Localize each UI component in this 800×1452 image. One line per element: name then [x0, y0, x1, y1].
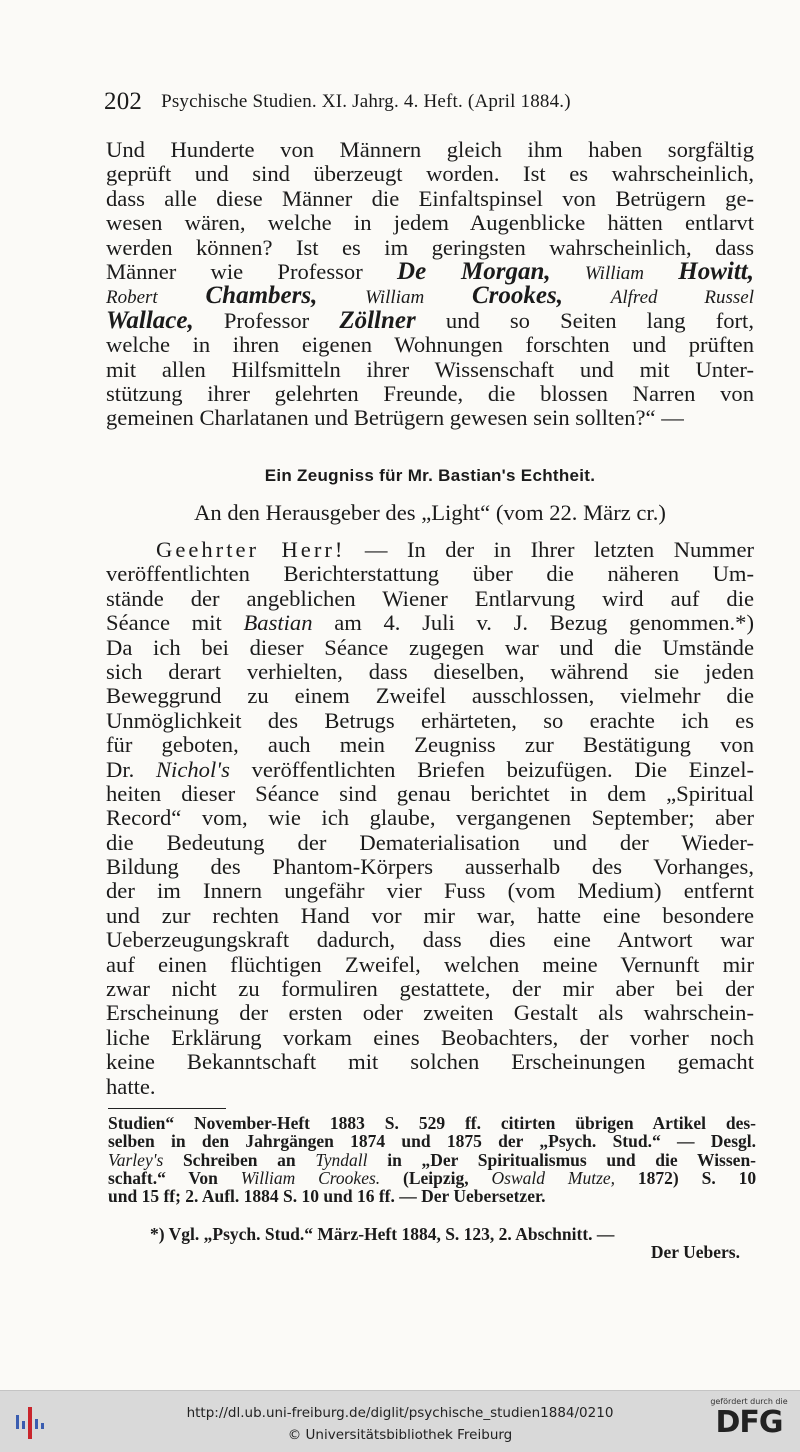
text-line: stände der angeblichen Wiener Entlarvung wird auf die	[106, 585, 754, 611]
text-line: Und Hunderte von Männern gleich ihm haben sorgfältig	[106, 137, 754, 162]
text-fragment: Séance mit	[106, 610, 222, 636]
text-fragment: 1872) S. 10	[637, 1167, 757, 1188]
text-line	[106, 284, 754, 308]
permalink-url[interactable]: http://dl.ub.uni-freiburg.de/diglit/psychische_studien1884/0210	[186, 1405, 614, 1421]
running-header	[104, 86, 754, 120]
person-name: Varley's	[108, 1149, 164, 1170]
text-fragment: Dr.	[106, 756, 135, 782]
sponsor-caption: gefördert durch die	[710, 1397, 788, 1406]
library-logo-icon[interactable]	[14, 1405, 50, 1441]
text-line: zwar nicht zu formuliren gestattete, der mir aber bei der	[106, 976, 754, 1002]
person-name: Zöllner	[339, 306, 416, 334]
footnote-star	[150, 1225, 740, 1262]
text-line: liche Erklärung vorkam eines Beobachters, der vorher noch	[106, 1024, 754, 1050]
text-fragment: in „Der Spiritualismus und die Wissen-	[387, 1149, 757, 1170]
text-line	[106, 758, 754, 782]
footnote-line	[108, 1151, 756, 1169]
person-name: Tyndall	[315, 1149, 368, 1170]
text-line: hatte.	[106, 1073, 156, 1099]
footnote-continuation	[108, 1114, 756, 1205]
text-line: sich derart verhielten, dass dieselben, während sie jeden	[106, 658, 754, 684]
person-name: Crookes,	[471, 282, 563, 310]
text-line: welche in ihren eigenen Wohnungen forschten und prüften	[106, 332, 754, 358]
text-line: werden können? Ist es im geringsten wahrscheinlich, dass	[106, 234, 754, 260]
text-line: Erscheinung der ersten oder zweiten Gestalt als wahrschein-	[106, 1000, 754, 1026]
text-line	[106, 538, 754, 562]
text-line: für geboten, auch mein Zeugniss zur Bestätigung von	[106, 732, 754, 758]
text-fragment: — In der in Ihrer letzten Nummer	[364, 537, 755, 562]
letter-addressee: An den Herausgeber des „Light“ (vom 22. März cr.)	[194, 500, 666, 525]
person-name: William Crookes.	[240, 1167, 381, 1188]
text-line: heiten dieser Séance sind genau berichtet in dem „Spiritual	[106, 780, 754, 806]
text-line: auf einen flüchtigen Zweifel, welchen meine Vernunft mir	[106, 951, 754, 977]
text-fragment: Professor	[223, 307, 310, 333]
text-line: der im Innern ungefähr vier Fuss (vom Medium) entfernt	[106, 878, 754, 904]
text-line: veröffentlichten Berichterstattung über die näheren Um-	[106, 561, 754, 587]
text-line	[106, 257, 755, 285]
dfg-logo[interactable]	[706, 1397, 792, 1449]
text-line: keine Bekanntschaft mit solchen Erscheinungen gemacht	[106, 1049, 754, 1075]
dfg-logo-text: DFG	[715, 1405, 783, 1440]
text-line: wesen wären, welche in jedem Augenblicke hätten entlarvt	[106, 210, 754, 236]
text-fragment: Männer wie Professor	[106, 258, 363, 284]
footnote-line	[108, 1169, 756, 1187]
person-given-name: Robert	[106, 287, 158, 309]
text-line: Beweggrund zu einem Zweifel ausschlossen, vielmehr die	[106, 683, 754, 709]
text-line: Unmöglichkeit des Betrugs erhärteten, so erachte ich es	[106, 707, 754, 733]
person-name: Chambers,	[205, 282, 318, 310]
text-line	[106, 306, 754, 334]
text-line: Da ich bei dieser Séance zugegen war und die Umstände	[106, 634, 754, 660]
text-fragment: Schreiben an	[182, 1149, 296, 1170]
salutation: Geehrter Herr!	[156, 537, 346, 562]
footnote-line: *) Vgl. „Psych. Stud.“ März-Heft 1884, S. 123, 2. Abschnitt. —	[150, 1224, 615, 1244]
text-fragment: (Leipzig,	[403, 1167, 469, 1188]
person-given-name: William	[584, 262, 645, 284]
text-line: geprüft und sind überzeugt worden. Ist es wahrscheinlich,	[106, 161, 754, 187]
paragraph-1	[106, 138, 754, 431]
text-line: Bildung des Phantom-Körpers ausserhalb des Vorhanges,	[106, 854, 754, 880]
person-name: Wallace,	[106, 306, 194, 334]
person-name: Howitt,	[678, 257, 755, 285]
page-number: 202	[104, 88, 143, 115]
text-line: und zur rechten Hand vor mir war, hatte eine besondere	[106, 902, 754, 928]
viewer-footer	[0, 1390, 800, 1452]
person-name: Oswald Mutze,	[491, 1167, 616, 1188]
text-line: dass alle diese Männer die Einfaltspinsel von Betrügern ge-	[106, 185, 754, 211]
person-name: Nichol's	[155, 756, 230, 782]
section-heading: Ein Zeugniss für Mr. Bastian's Echtheit.	[264, 466, 596, 485]
person-name: De Morgan,	[397, 257, 551, 285]
text-fragment: am 4. Juli v. J. Bezug genommen.*)	[334, 610, 754, 636]
text-fragment: schaft.“ Von	[108, 1167, 218, 1188]
footnote-line: und 15 ff; 2. Aufl. 1884 S. 10 und 16 ff. — Der Uebersetzer.	[108, 1186, 546, 1207]
footnote-signature: Der Uebers.	[650, 1242, 740, 1263]
text-line: Record“ vom, wie ich glaube, vergangenen September; aber	[106, 805, 754, 831]
person-name: Bastian	[243, 610, 313, 636]
footnote-line: Studien“ November-Heft 1883 S. 529 ff. citirten übrigen Artikel des-	[108, 1113, 756, 1133]
person-given-name: William	[365, 287, 425, 309]
footnote-line: selben in den Jahrgängen 1874 und 1875 der „Psych. Stud.“ — Desgl.	[108, 1131, 756, 1152]
paragraph-2	[106, 538, 754, 1099]
copyright-notice: © Universitätsbibliothek Freiburg	[287, 1427, 513, 1443]
text-fragment: und so Seiten lang fort,	[445, 307, 754, 333]
text-fragment: veröffentlichten Briefen beizufügen. Die Einzel-	[251, 756, 754, 782]
text-line: gemeinen Charlatanen und Betrügern gewesen sein sollten?“ —	[106, 405, 684, 431]
text-line: stützung ihrer gelehrten Freunde, die blossen Narren von	[106, 380, 754, 406]
running-title: Psychische Studien. XI. Jahrg. 4. Heft. (April 1884.)	[161, 91, 571, 112]
text-line: Ueberzeugungskraft dadurch, dass dies eine Antwort war	[106, 927, 754, 953]
text-line: mit allen Hilfsmitteln ihrer Wissenschaft und mit Unter-	[106, 356, 754, 382]
footnote-separator	[108, 1108, 226, 1109]
text-line	[106, 611, 754, 635]
text-line: die Bedeutung der Dematerialisation und der Wieder-	[106, 829, 754, 855]
person-given-name: Alfred Russel	[610, 287, 754, 309]
